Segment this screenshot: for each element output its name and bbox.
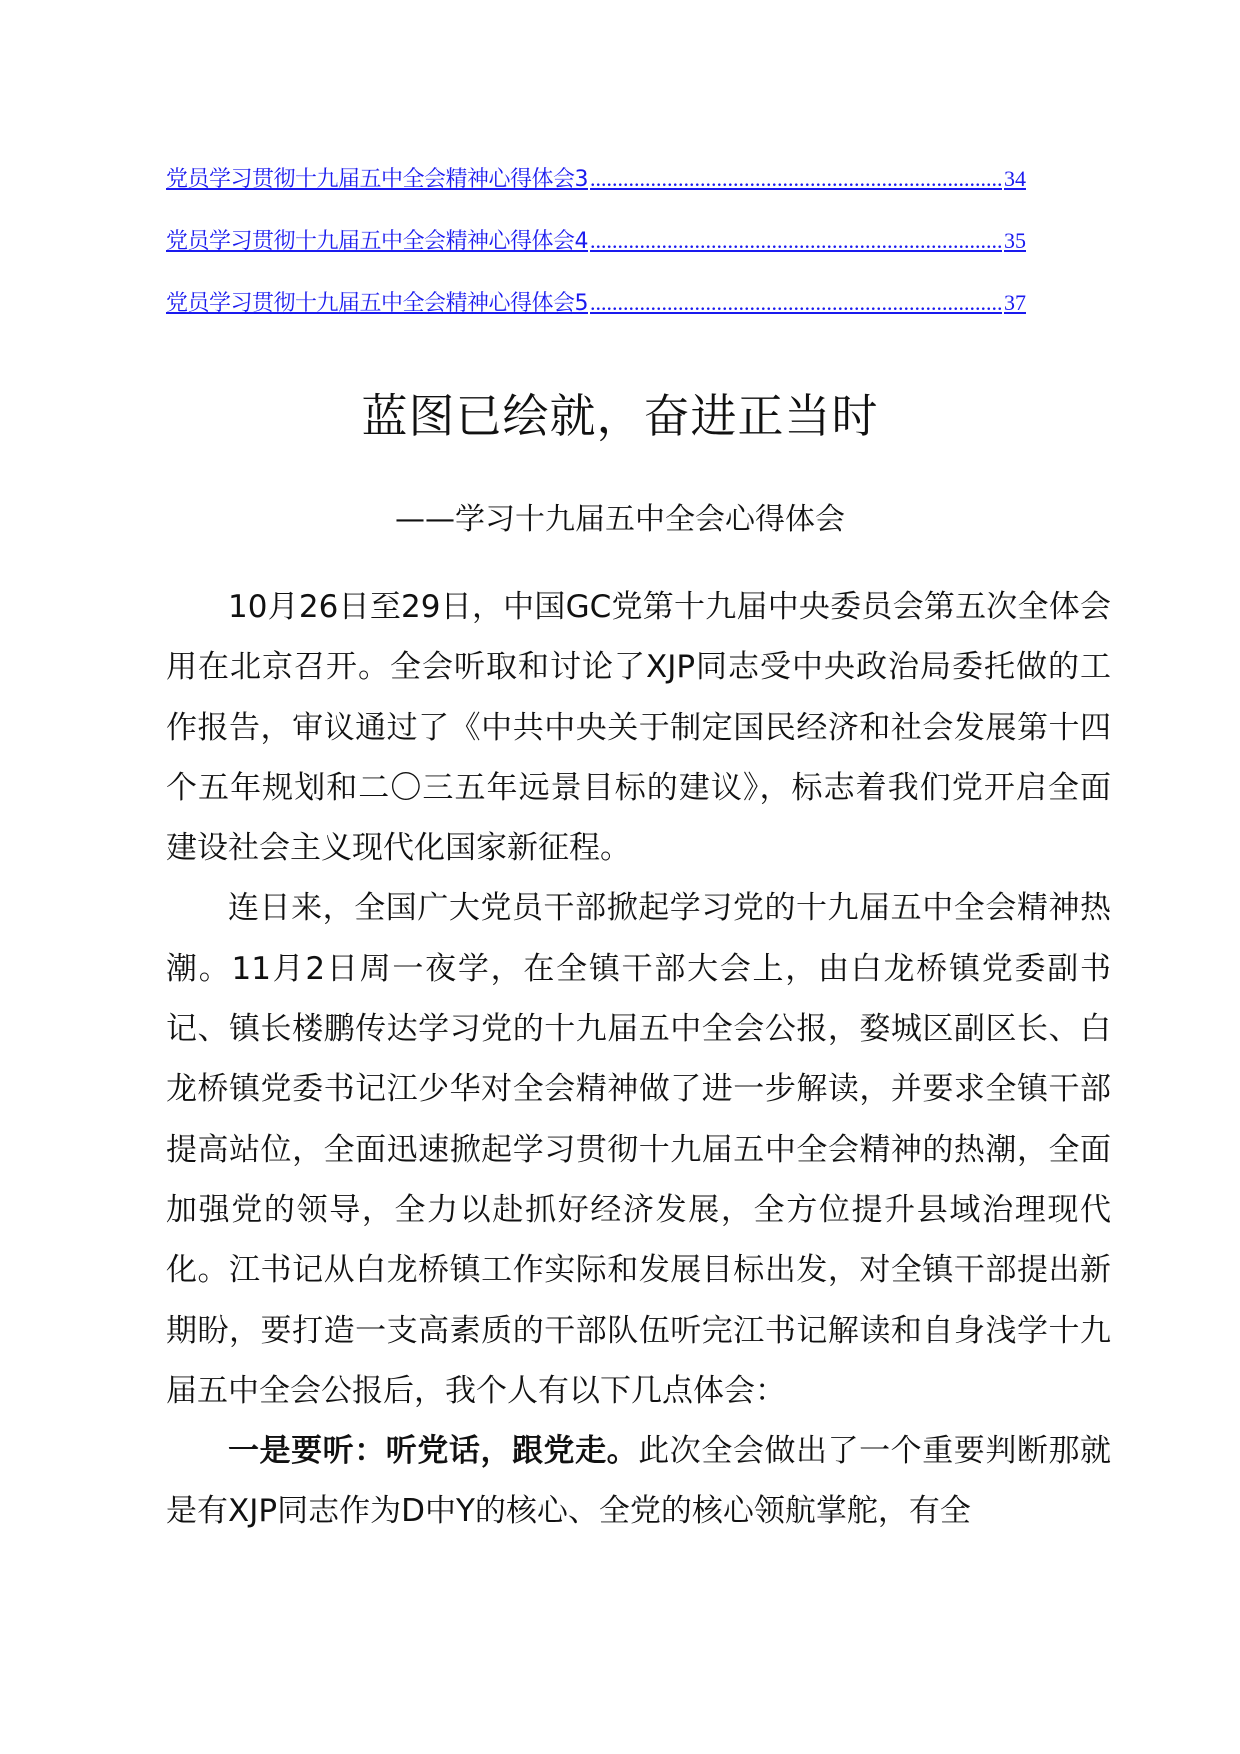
toc-entry-page: 37 <box>1004 290 1026 315</box>
toc-entry-title: 党员学习贯彻十九届五中全会精神心得体会5 <box>166 291 588 316</box>
toc-entry-page: 34 <box>1004 166 1026 191</box>
toc-entry-title: 党员学习贯彻十九届五中全会精神心得体会3 <box>166 167 588 192</box>
paragraph-1: 10月26日至29日，中国GC党第十九届中央委员会第五次全体会用在北京召开。全会听取和讨论了XJP同志受中央政治局委托做的工作报告，审议通过了《中共中央关于制定国民经济和社会发展第十四个五年规划和二〇三五年远景目标的建议》，标志着我们党开启全面建设社会主义现代化国家新征程。 <box>166 589 1111 867</box>
table-of-contents <box>166 162 1026 348</box>
paragraph-2: 连日来，全国广大党员干部掀起学习党的十九届五中全会精神热潮。11月2日周一夜学，在全镇干部大会上，由白龙桥镇党委副书记、镇长楼鹏传达学习党的十九届五中全会公报，婺城区副区长、白龙桥镇党委书记江少华对全会精神做了进一步解读，并要求全镇干部提高站位，全面迅速掀起学习贯彻十九届五中全会精神的热潮，全面加强党的领导，全力以赴抓好经济发展，全方位提升县域治理现代化。江书记从白龙桥镇工作实际和发展目标出发，对全镇干部提出新期盼，要打造一支高素质的干部队伍听完江书记解读和自身浅学十九届五中全会公报后，我个人有以下几点体会： <box>166 890 1111 1409</box>
article-subtitle: ——学习十九届五中全会心得体会 <box>395 502 845 537</box>
toc-leader-dots <box>590 228 1002 254</box>
article-title: 蓝图已绘就，奋进正当时 <box>361 389 879 443</box>
paragraph-lead-bold: 一是要听：听党话，跟党走。 <box>228 1433 639 1470</box>
toc-leader-dots <box>590 290 1002 316</box>
toc-entry-page: 35 <box>1004 228 1026 253</box>
toc-entry-5[interactable] <box>166 286 1026 348</box>
toc-entry-title: 党员学习贯彻十九届五中全会精神心得体会4 <box>166 229 588 254</box>
toc-leader-dots <box>590 166 1002 192</box>
paragraph-3-text: 此次全会做出了一个重要判断那就是有XJP同志作为D中Y的核心、全党的核心领航掌舵，有全 <box>166 1433 1112 1530</box>
article-body <box>166 577 1111 1542</box>
paragraph-3 <box>166 1421 1111 1542</box>
toc-entry-4[interactable] <box>166 224 1026 286</box>
toc-entry-3[interactable] <box>166 162 1026 224</box>
